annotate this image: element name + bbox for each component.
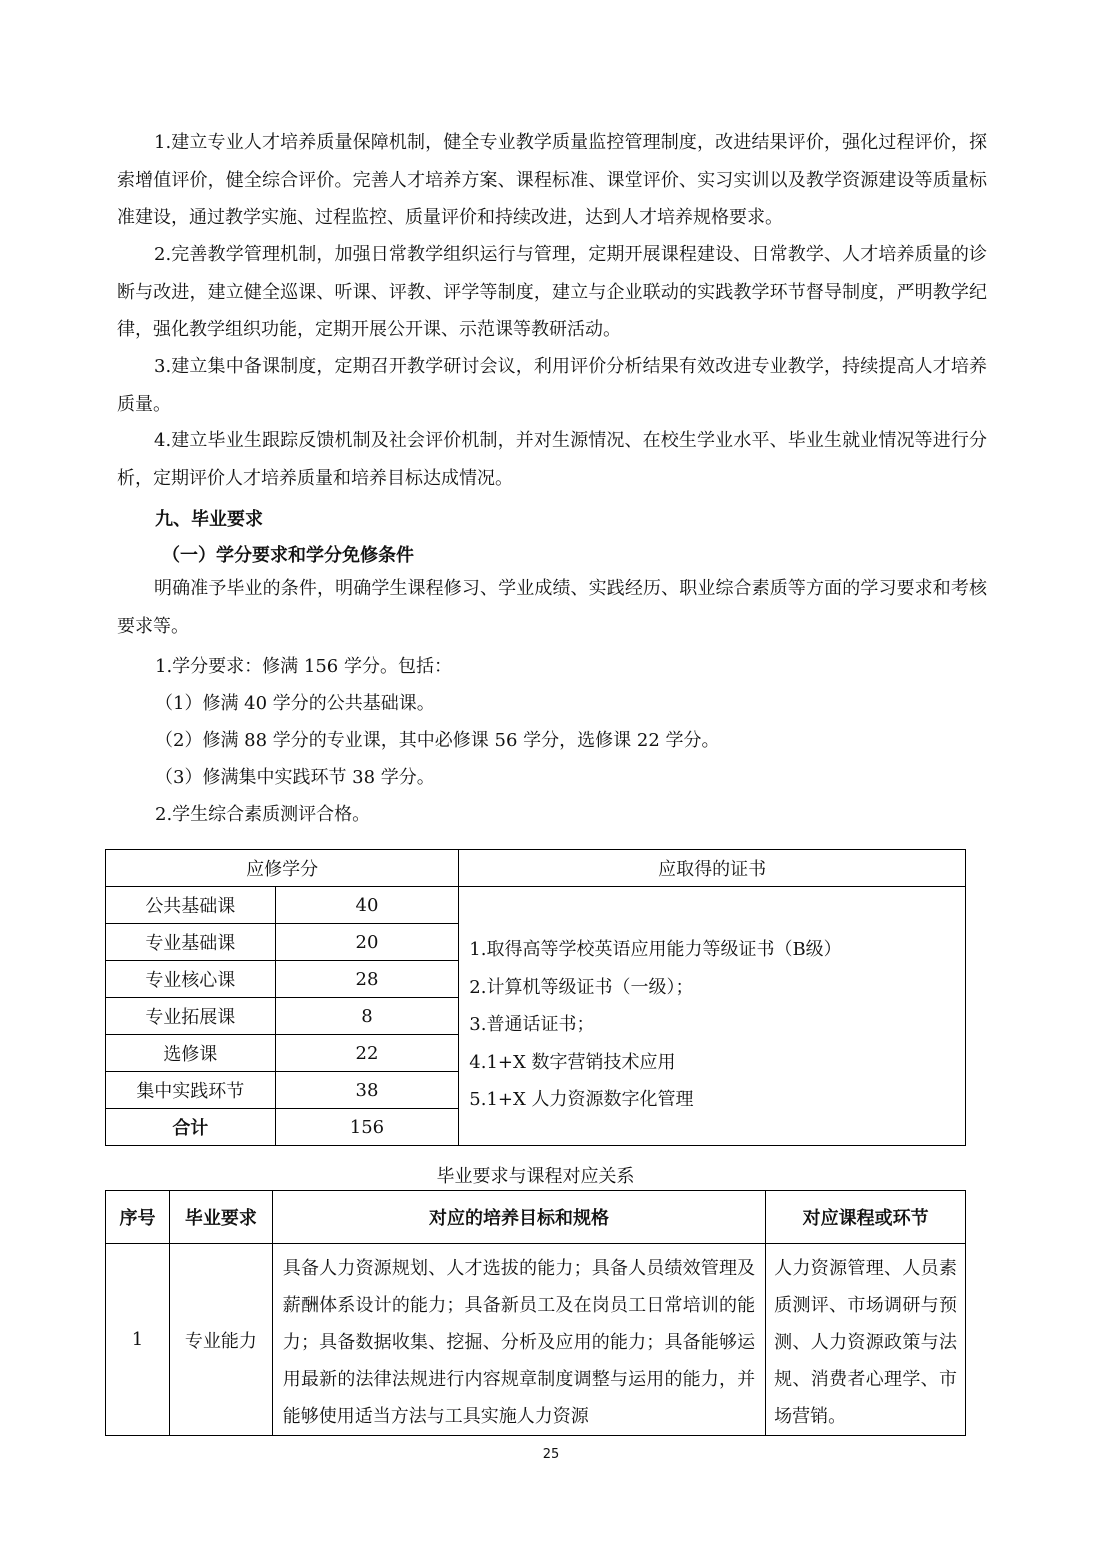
credits-cell: 40 (275, 887, 459, 924)
credit-certificate-table (105, 849, 966, 1146)
header-requirement: 毕业要求 (169, 1191, 272, 1244)
credits-cell: 20 (275, 924, 459, 961)
subsection-heading: （一）学分要求和学分免修条件 (162, 545, 414, 566)
certificate-item: 1.取得高等学校英语应用能力等级证书（B级） (469, 939, 842, 960)
course-type-cell: 集中实践环节 (106, 1072, 276, 1109)
paragraph-teaching-management: 2.完善教学管理机制，加强日常教学组织运行与管理，定期开展课程建设、日常教学、人才培养质量的诊断与改进，建立健全巡课、听课、评教、评学等制度，建立与企业联动的实践教学环节督导制度，严明教学纪律，强化教学组织功能，定期开展公开课、示范课等教研活动。 (117, 244, 987, 340)
total-value: 156 (275, 1109, 459, 1146)
paragraph-quality-assurance: 1.建立专业人才培养质量保障机制，健全专业教学质量监控管理制度，改进结果评价，强化过程评价，探索增值评价，健全综合评价。完善人才培养方案、课程标准、课堂评价、实习实训以及教学资源建设等质量标准建设，通过教学实施、过程监控、质量评价和持续改进，达到人才培养规格要求。 (117, 132, 987, 228)
credits-cell: 22 (275, 1035, 459, 1072)
certificate-item: 5.1+X 人力资源数字化管理 (469, 1089, 694, 1110)
header-number: 序号 (106, 1191, 170, 1244)
page-number: 25 (542, 1447, 560, 1462)
course-type-cell: 选修课 (106, 1035, 276, 1072)
paragraph-graduate-tracking: 4.建立毕业生跟踪反馈机制及社会评价机制，并对生源情况、在校生学业水平、毕业生就业情况等进行分析，定期评价人才培养质量和培养目标达成情况。 (117, 430, 987, 489)
credits-cell: 28 (275, 961, 459, 998)
credit-line-public: （1）修满 40 学分的公共基础课。 (155, 693, 435, 714)
table-row (106, 1244, 966, 1436)
course-type-cell: 公共基础课 (106, 887, 276, 924)
header-goal: 对应的培养目标和规格 (272, 1191, 765, 1244)
quality-assessment-line: 2.学生综合素质测评合格。 (155, 804, 371, 825)
credit-line-practice: （3）修满集中实践环节 38 学分。 (155, 767, 435, 788)
certificates-cell (459, 887, 966, 1146)
section-heading: 九、毕业要求 (155, 509, 263, 530)
header-required-credits: 应修学分 (106, 850, 459, 887)
row-requirement: 专业能力 (169, 1244, 272, 1436)
course-type-cell: 专业基础课 (106, 924, 276, 961)
credits-cell: 8 (275, 998, 459, 1035)
header-courses: 对应课程或环节 (766, 1191, 966, 1244)
header-certificates: 应取得的证书 (459, 850, 966, 887)
intro-paragraph: 明确准予毕业的条件，明确学生课程修习、学业成绩、实践经历、职业综合素质等方面的学习要求和考核要求等。 (117, 578, 987, 637)
row-courses: 人力资源管理、人员素质测评、市场调研与预测、人力资源政策与法规、消费者心理学、市场营销。 (766, 1244, 966, 1436)
credit-requirement-line: 1.学分要求：修满 156 学分。包括： (155, 656, 452, 677)
course-type-cell: 专业拓展课 (106, 998, 276, 1035)
credit-line-major: （2）修满 88 学分的专业课，其中必修课 56 学分，选修课 22 学分。 (155, 730, 720, 751)
certificate-item: 3.普通话证书； (469, 1014, 595, 1035)
requirement-course-table (105, 1190, 966, 1436)
certificate-item: 2.计算机等级证书（一级）； (469, 976, 694, 998)
course-type-cell: 专业核心课 (106, 961, 276, 998)
row-goal: 具备人力资源规划、人才选拔的能力；具备人员绩效管理及薪酬体系设计的能力；具备新员工及在岗员工日常培训的能力；具备数据收集、挖掘、分析及应用的能力；具备能够运用最新的法律法规进行内容规章制度调整与运用的能力，并能够使用适当方法与工具实施人力资源 (272, 1244, 765, 1436)
certificate-item: 4.1+X 数字营销技术应用 (469, 1051, 676, 1073)
row-number: 1 (106, 1244, 170, 1436)
table-caption: 毕业要求与课程对应关系 (436, 1166, 635, 1187)
table-row (106, 887, 966, 924)
total-label: 合计 (106, 1109, 276, 1146)
credits-cell: 38 (275, 1072, 459, 1109)
paragraph-collective-lesson-prep: 3.建立集中备课制度，定期召开教学研讨会议，利用评价分析结果有效改进专业教学，持续提高人才培养质量。 (117, 356, 987, 415)
